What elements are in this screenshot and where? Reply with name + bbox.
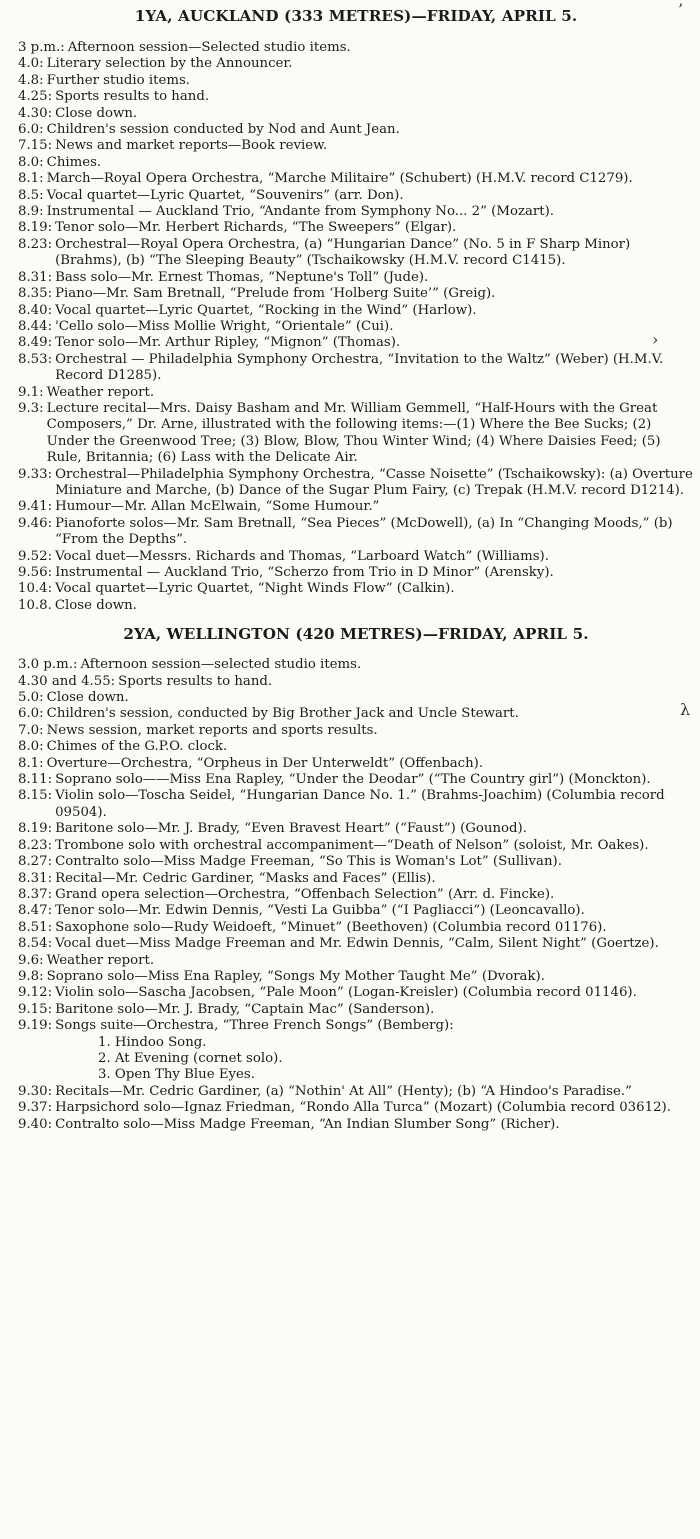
entry-time: 8.23:: [18, 236, 53, 252]
programme-entry: [18, 1100, 694, 1116]
programme-entry: [18, 499, 694, 515]
programme-entry: [18, 838, 694, 854]
programme-entry: [18, 204, 694, 220]
programme-entry: [18, 155, 694, 171]
entry-time: 9.40:: [18, 1116, 53, 1132]
entry-time: 10.4:: [18, 581, 53, 597]
entry-text: Close down.: [46, 690, 129, 706]
entry-time: 8.31:: [18, 870, 53, 886]
entry-text: Violin solo—Toscha Seidel, “Hungarian Dance No. 1.” (Brahms-Joachim) (Columbia record 09504).: [55, 788, 665, 820]
entry-time: 4.25:: [18, 89, 53, 105]
programme-entry: [18, 723, 694, 739]
entry-text: Vocal quartet—Lyric Quartet, “Night Winds Flow” (Calkin).: [55, 581, 455, 597]
entry-text: Vocal quartet—Lyric Quartet, “Rocking in the Wind” (Harlow).: [55, 302, 477, 318]
entry-time: 9.52:: [18, 548, 53, 564]
entry-time: 9.6:: [18, 952, 44, 968]
entry-text: Contralto solo—Miss Madge Freeman, “An Indian Slumber Song” (Richer).: [55, 1116, 560, 1132]
programme-entry: [18, 138, 694, 154]
entry-text: Bass solo—Mr. Ernest Thomas, “Neptune's Toll” (Jude).: [55, 269, 429, 285]
auckland-heading: 1YA, AUCKLAND (333 METRES)—FRIDAY, APRIL 5.: [134, 7, 578, 25]
entry-text: Sports results to hand.: [118, 673, 273, 689]
entry-text: Contralto solo—Miss Madge Freeman, “So This is Woman's Lot” (Sullivan).: [55, 854, 562, 870]
entry-time: 8.49:: [18, 335, 53, 351]
entry-text: Recital—Mr. Cedric Gardiner, “Masks and Faces” (Ellis).: [55, 870, 436, 886]
songs-list-item: 2. At Evening (cornet solo).: [98, 1050, 283, 1066]
programme-entry: [18, 89, 694, 105]
entry-time: 9.8:: [18, 968, 44, 984]
entry-time: 9.3:: [18, 400, 44, 416]
programme-entry: [18, 352, 694, 385]
entry-time: 5.0:: [18, 690, 44, 706]
entry-time: 9.15:: [18, 1001, 53, 1017]
entry-text: Overture—Orchestra, “Orpheus in Der Unterweldt” (Offenbach).: [46, 755, 484, 771]
programme-entry: [18, 220, 694, 236]
programme-entry: [18, 106, 694, 122]
entry-time: 6.0:: [18, 122, 44, 138]
entry-text: Violin solo—Sascha Jacobsen, “Pale Moon” (Logan-Kreisler) (Columbia record 01146).: [55, 985, 637, 1001]
programme-entry: [18, 401, 694, 467]
programme-entry: [18, 270, 694, 286]
programme-entry: [18, 171, 694, 187]
entry-text: Further studio items.: [46, 72, 190, 88]
entry-text: Harpsichord solo—Ignaz Friedman, “Rondo Alla Turca” (Mozart) (Columbia record 03612).: [55, 1100, 671, 1116]
programme-entry: [18, 821, 694, 837]
wellington-programme: [18, 657, 694, 1034]
programme-entry: [18, 1018, 694, 1034]
entry-text: Vocal quartet—Lyric Quartet, “Souvenirs” (arr. Don).: [46, 187, 404, 203]
entry-text: News and market reports—Book review.: [55, 138, 328, 154]
programme-entry: [18, 303, 694, 319]
entry-time: 8.31:: [18, 269, 53, 285]
programme-entry: [18, 319, 694, 335]
programme-entry: [18, 581, 694, 597]
auckland-programme: [18, 40, 694, 614]
programme-entry: [18, 871, 694, 887]
margin-mark-top: ’: [678, 0, 684, 19]
entry-text: Close down.: [54, 597, 137, 613]
entry-time: 8.44:: [18, 318, 53, 334]
entry-text: Baritone solo—Mr. J. Brady, “Even Bravest Heart” (“Faust”) (Gounod).: [55, 821, 527, 837]
entry-text: Tenor solo—Mr. Herbert Richards, “The Sweepers” (Elgar).: [55, 220, 457, 236]
entry-text: Recitals—Mr. Cedric Gardiner, (a) “Nothin' At All” (Henty); (b) “A Hindoo's Paradise.”: [55, 1083, 632, 1099]
entry-time: 9.37:: [18, 1100, 53, 1116]
entry-time: 4.8:: [18, 72, 44, 88]
entry-text: Vocal duet—Miss Madge Freeman and Mr. Edwin Dennis, “Calm, Silent Night” (Goertze).: [55, 936, 659, 952]
programme-entry: [18, 772, 694, 788]
programme-entry: [18, 598, 694, 614]
programme-entry: [18, 739, 694, 755]
programme-entry: [18, 122, 694, 138]
entry-text: Chimes of the G.P.O. clock.: [46, 739, 228, 755]
programme-entry: [18, 936, 694, 952]
programme-entry: [18, 467, 694, 500]
entry-time: 8.23:: [18, 837, 53, 853]
entry-text: Orchestral—Royal Opera Orchestra, (a) “Hungarian Dance” (No. 5 in F Sharp Minor) (Brahms), (b) “The Sleeping Beauty” (Tschaikowsky (H.M.V. record C1415).: [55, 236, 631, 269]
entry-text: Weather report.: [46, 384, 155, 400]
entry-time: 8.1:: [18, 171, 44, 187]
programme-entry: [18, 385, 694, 401]
margin-mark-mid: ›: [652, 330, 659, 349]
entry-time: 4.30:: [18, 105, 53, 121]
entry-time: 8.19:: [18, 821, 53, 837]
entry-text: News session, market reports and sports results.: [46, 722, 378, 738]
entry-time: 8.11:: [18, 772, 53, 788]
entry-time: 6.0:: [18, 706, 44, 722]
entry-time: 9.56:: [18, 565, 53, 580]
entry-time: 8.40:: [18, 302, 53, 318]
programme-entry: [18, 237, 694, 270]
entry-text: Songs suite—Orchestra, “Three French Songs” (Bemberg):: [55, 1018, 454, 1034]
entry-text: Close down.: [55, 105, 138, 121]
entry-text: Instrumental — Auckland Trio, “Scherzo from Trio in D Minor” (Arensky).: [55, 565, 554, 580]
entry-time: 8.9:: [18, 204, 44, 220]
entry-text: March—Royal Opera Orchestra, “Marche Militaire” (Schubert) (H.M.V. record C1279).: [46, 171, 633, 187]
entry-text: Trombone solo with orchestral accompaniment—“Death of Nelson” (soloist, Mr. Oakes).: [55, 837, 649, 853]
entry-time: 9.12:: [18, 985, 53, 1001]
entry-text: Tenor solo—Mr. Arthur Ripley, “Mignon” (Thomas).: [55, 335, 401, 351]
entry-text: Tenor solo—Mr. Edwin Dennis, “Vesti La Guibba” (“I Pagliacci”) (Leoncavallo).: [55, 903, 585, 919]
entry-time: 7.15:: [18, 138, 53, 154]
entry-time: 8.0:: [18, 739, 44, 755]
entry-time: 8.5:: [18, 187, 44, 203]
entry-time: 8.54:: [18, 936, 53, 952]
entry-time: 4.0:: [18, 56, 44, 72]
entry-text: Saxophone solo—Rudy Weidoeft, “Minuet” (Beethoven) (Columbia record 01176).: [55, 919, 607, 935]
programme-entry: [18, 549, 694, 565]
wellington-programme-continued: [18, 1084, 694, 1133]
entry-time: 3.0 p.m.:: [18, 657, 78, 673]
programme-entry: [18, 788, 694, 821]
entry-text: Literary selection by the Announcer.: [46, 56, 293, 72]
entry-text: Afternoon session—selected studio items.: [80, 657, 362, 673]
programme-entry: [18, 657, 694, 673]
programme-entry: [18, 985, 694, 1001]
programme-entry: [18, 920, 694, 936]
entry-time: 3 p.m.:: [18, 40, 65, 55]
programme-entry: [18, 969, 694, 985]
entry-text: Afternoon session—Selected studio items.: [67, 40, 351, 55]
programme-entry: [18, 903, 694, 919]
programme-entry: [18, 1084, 694, 1100]
entry-text: Instrumental — Auckland Trio, “Andante from Symphony No... 2” (Mozart).: [46, 204, 555, 220]
programme-entry: [18, 1117, 694, 1133]
programme-entry: [18, 674, 694, 690]
songs-list-item: 3. Open Thy Blue Eyes.: [98, 1067, 255, 1083]
entry-text: Weather report.: [46, 952, 155, 968]
entry-text: Baritone solo—Mr. J. Brady, “Captain Mac” (Sanderson).: [55, 1001, 435, 1017]
entry-text: Grand opera selection—Orchestra, “Offenbach Selection” (Arr. d. Fincke).: [55, 886, 555, 902]
entry-time: 8.47:: [18, 903, 53, 919]
entry-text: Lecture recital—Mrs. Daisy Basham and Mr. William Gemmell, “Half-Hours with the Great Composers,” Dr. Arne, illustrated with the following items:—(1) Where the Bee Sucks; (2) Under the Greenwood Tree; (3) Blow, Blow, Thou Winter Wind; (4) Where Daisies Feed; (5) Rule, Britannia; (6) Lass with the Delicate Air.: [46, 400, 661, 466]
entry-time: 9.41:: [18, 499, 53, 515]
entry-time: 8.35:: [18, 286, 53, 302]
wellington-heading: 2YA, WELLINGTON (420 METRES)—FRIDAY, APRIL 5.: [123, 625, 589, 644]
entry-text: Soprano solo——Miss Ena Rapley, “Under the Deodar” (“The Country girl”) (Monckton).: [55, 772, 651, 788]
entry-text: Chimes.: [46, 154, 102, 170]
entry-time: 9.1:: [18, 384, 44, 400]
entry-time: 9.30:: [18, 1083, 53, 1099]
entry-text: Orchestral—Philadelphia Symphony Orchestra, “Casse Noisette” (Tschaikowsky): (a) Overture Miniature and Marche, (b) Dance of the Sugar Plum Fairy, (c) Trepak (H.M.V. record D1214).: [55, 466, 693, 498]
programme-entry: [18, 1002, 694, 1018]
programme-entry: [18, 516, 694, 549]
entry-text: Sports results to hand.: [55, 89, 210, 105]
entry-text: Vocal duet—Messrs. Richards and Thomas, “Larboard Watch” (Williams).: [55, 548, 549, 564]
entry-text: Soprano solo—Miss Ena Rapley, “Songs My Mother Taught Me” (Dvorak).: [46, 968, 545, 984]
programme-entry: [18, 56, 694, 72]
entry-time: 8.15:: [18, 788, 53, 804]
songs-list-item: 1. Hindoo Song.: [98, 1034, 207, 1050]
entry-text: Orchestral — Philadelphia Symphony Orchestra, “Invitation to the Waltz” (Weber) (H.M.V. Record D1285).: [55, 351, 664, 384]
entry-text: Humour—Mr. Allan McElwain, “Some Humour.”: [55, 499, 380, 515]
margin-mark-lower: λ: [680, 700, 691, 719]
programme-entry: [18, 188, 694, 204]
programme-entry: [18, 565, 694, 581]
entry-time: 8.19:: [18, 220, 53, 236]
programme-entry: [18, 706, 694, 722]
entry-text: Piano—Mr. Sam Bretnall, “Prelude from ‘Holberg Suite’” (Greig).: [55, 286, 496, 302]
programme-entry: [18, 854, 694, 870]
entry-time: 8.51:: [18, 919, 53, 935]
entry-time: 8.53:: [18, 351, 53, 367]
entry-text: Children's session, conducted by Big Brother Jack and Uncle Stewart.: [46, 706, 519, 722]
programme-entry: [18, 73, 694, 89]
programme-entry: [18, 286, 694, 302]
programme-entry: [18, 756, 694, 772]
programme-entry: [18, 887, 694, 903]
entry-time: 9.46:: [18, 515, 53, 531]
entry-text: 'Cello solo—Miss Mollie Wright, “Orientale” (Cui).: [55, 318, 394, 334]
programme-entry: [18, 335, 694, 351]
entry-time: 8.27:: [18, 854, 53, 870]
programme-entry: [18, 40, 694, 56]
entry-text: Pianoforte solos—Mr. Sam Bretnall, “Sea Pieces” (McDowell), (a) In “Changing Moods,” (b) “From the Depths”.: [55, 515, 673, 548]
entry-time: 9.19:: [18, 1018, 53, 1034]
entry-time: 10.8.: [18, 597, 52, 613]
entry-time: 7.0:: [18, 722, 44, 738]
entry-time: 8.37:: [18, 886, 53, 902]
entry-time: 9.33:: [18, 466, 53, 482]
entry-time: 8.0:: [18, 154, 44, 170]
programme-entry: [18, 690, 694, 706]
entry-time: 4.30 and 4.55:: [18, 673, 116, 689]
programme-entry: [18, 953, 694, 969]
entry-text: Children's session conducted by Nod and Aunt Jean.: [46, 122, 400, 138]
entry-time: 8.1:: [18, 755, 44, 771]
songs-suite-list: [18, 1035, 694, 1084]
